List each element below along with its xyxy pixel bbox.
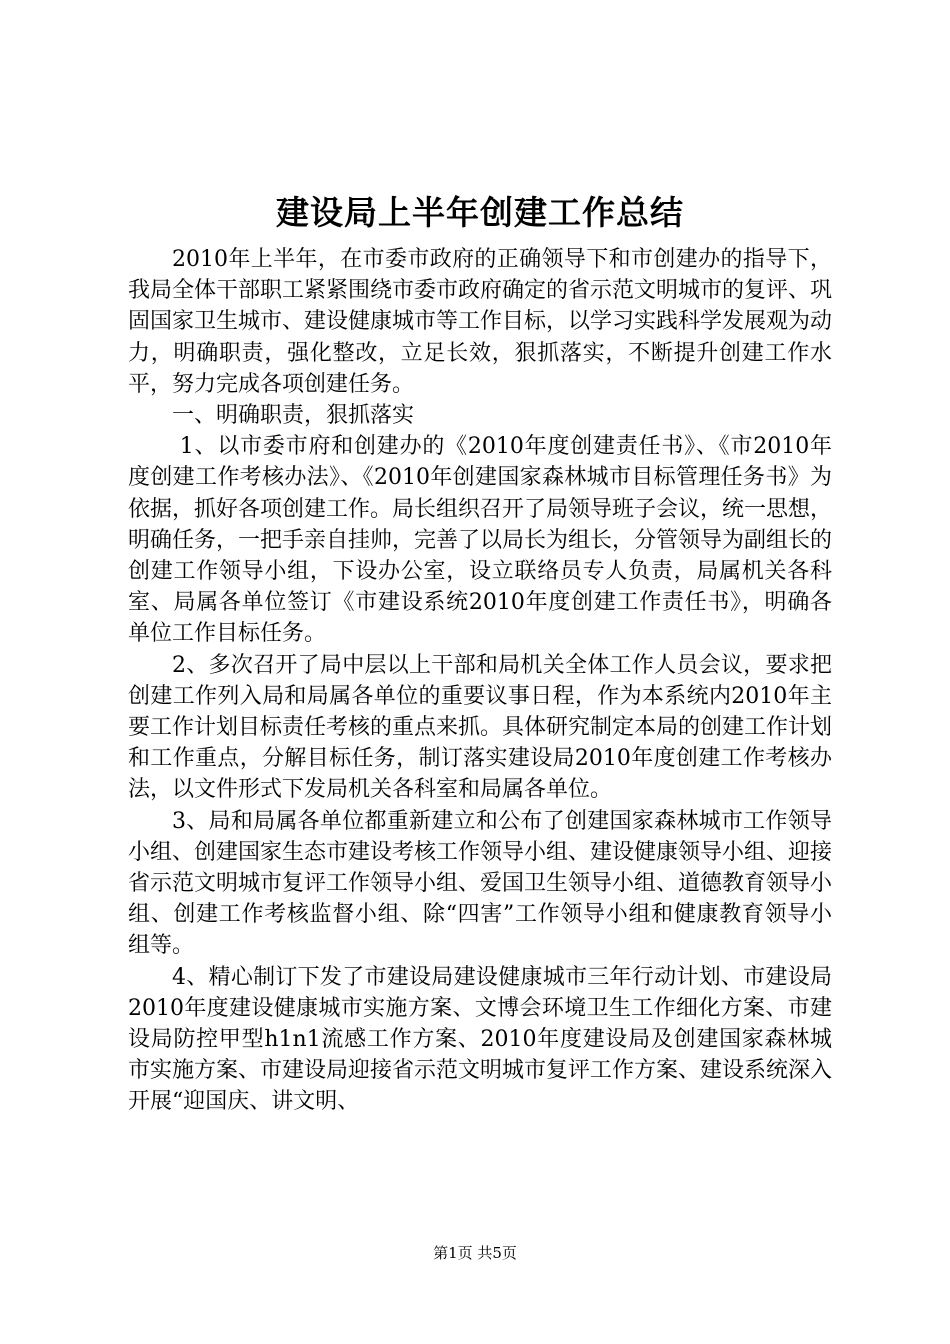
document-page	[128, 190, 832, 1118]
item-paragraph-4: 4、精心制订下发了市建设局建设健康城市三年行动计划、市建设局2010年度建设健康城市实施方案、文博会环境卫生工作细化方案、市建设局防控甲型h1n1流感工作方案、2010年度建设局及创建国家森林城市实施方案、市建设局迎接省示范文明城市复评工作方案、建设系统深入开展“迎国庆、讲文明、	[128, 964, 833, 1115]
document-title: 建设局上半年创建工作总结	[276, 193, 684, 232]
item-paragraph-3: 3、局和局属各单位都重新建立和公布了创建国家森林城市工作领导小组、创建国家生态市建设考核工作领导小组、建设健康领导小组、迎接省示范文明城市复评工作领导小组、爱国卫生领导小组、道德教育领导小组、创建工作考核监督小组、除“四害”工作领导小组和健康教育领导小组等。	[128, 808, 833, 959]
intro-paragraph: 2010年上半年，在市委市政府的正确领导下和市创建办的指导下，我局全体干部职工紧紧围绕市委市政府确定的省示范文明城市的复评、巩固国家卫生城市、建设健康城市等工作目标，以学习实践科学发展观为动力，明确职责，强化整改，立足长效，狠抓落实，不断提升创建工作水平，努力完成各项创建任务。	[128, 247, 833, 397]
section-heading: 一、明确职责，狠抓落实	[172, 403, 415, 429]
item-paragraph-1: 1、以市委市府和创建办的《2010年度创建责任书》、《市2010年度创建工作考核办法》、《2010年创建国家森林城市目标管理任务书》为依据，抓好各项创建工作。局长组织召开了局领导班子会议，统一思想，明确任务，一把手亲自挂帅，完善了以局长为组长，分管领导为副组长的创建工作领导小组，下设办公室，设立联络员专人负责，局属机关各科室、局属各单位签订《市建设系统2010年度创建工作责任书》，明确各单位工作目标任务。	[128, 434, 833, 647]
page-footer: 第1页 共5页	[433, 1244, 517, 1262]
item-paragraph-2: 2、多次召开了局中层以上干部和局机关全体工作人员会议，要求把创建工作列入局和局属各单位的重要议事日程，作为本系统内2010年主要工作计划目标责任考核的重点来抓。具体研究制定本局的创建工作计划和工作重点，分解目标任务，制订落实建设局2010年度创建工作考核办法，以文件形式下发局机关各科室和局属各单位。	[128, 652, 833, 803]
